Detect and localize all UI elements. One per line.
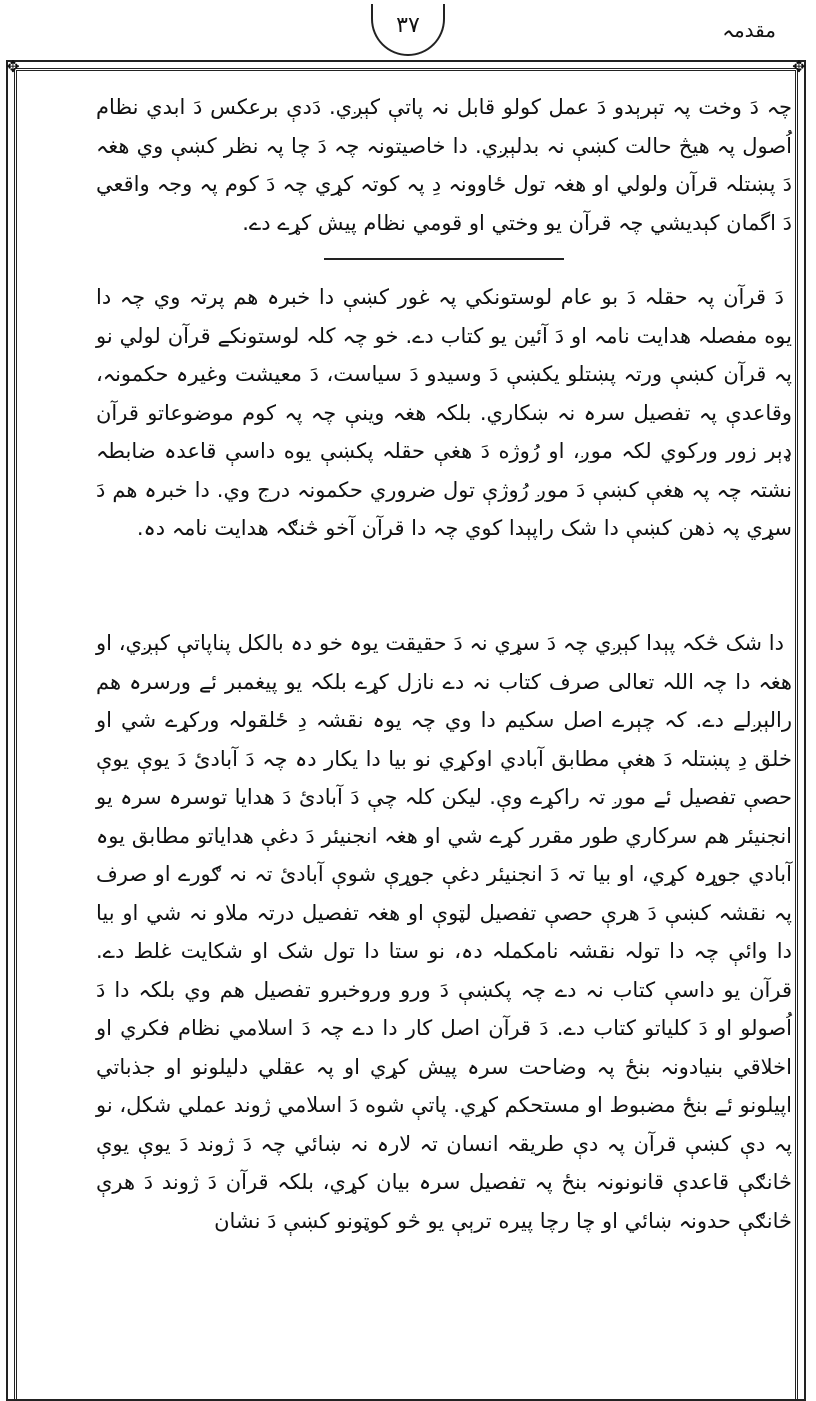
paragraph-2: دا شک څکہ پېدا کېږي چہ دَ سړي نہ دَ حقیقت یوہ خو دہ بالکل پناپاتې کېږي، او هغہ دا چہ اللہ تعالی صرف کتاب نہ دے نازل کړے بلکہ یو پیغمبر ئے ورسرہ هم رالېږلے دے. کہ چېرے اصل سکیم دا وي چہ یوہ نقشہ دِ ځلقولہ ورکړے شي او خلق دِ پښتلہ دَ هغې مطابق آبادي اوکړي نو بیا دا یکار دہ چہ دَ آبادئ دَ یوې یوې حصې تفصیل ئے موږ تہ راکړے وې. لیکن کلہ چې دَ آبادئ دَ هدایا توسرہ سرہ یو انجنیئر هم سرکاري طور مقرر کړے شي او هغہ انجنیئر دَ دغې هدایاتو مطابق یوہ آبادي جوړہ کړي، او بیا تہ دَ انجنیئر دغې جوړې شوې آبادئ تہ نہ ګورے او صرف پہ نقشہ کښې دَ هرې حصې تفصیل لټوې او هغہ تفصیل درتہ ملاو نہ شي او بیا دا وائې چہ دا تولہ نقشہ نامکملہ دہ، نو ستا دا تول شک او شکایت غلط دے. قرآن یو داسې کتاب نہ دے چہ پکښې دَ ورو وروخبرو تفصیل هم وي بلکہ دا دَ اُصولو او دَ کلیاتو کتاب دے. دَ قرآن اصل کار دا دے چہ دَ اسلامي نظام فکري او اخلاقي بنیادونہ بنځ پہ وضاحت سرہ پیش کړي او پہ عقلي دلیلونو او جذباتي اپیلونو ئے بنځ مضبوط او مستحکم کړي. پاتې شوه دَ اسلامي ژوند عملي شکل، نو پہ دې کښې قرآن پہ دې طریقہ انسان تہ لارہ نہ ښائي چہ دَ ژوند دَ یوې یوې څانګې قاعدې قانونونہ بنځ پہ تفصیل سرہ بیان کړي، بلکہ قرآن دَ ژوند دَ هرې څانګې حدونہ ښائي او چا رچا پیره ترېې یو څو کوټونو کښې دَ نشان (96, 631, 792, 1233)
corner-ornament-icon: ✥ (6, 57, 20, 76)
running-head: مقدمہ (722, 18, 776, 42)
page-number: ۳۷ (371, 4, 445, 56)
corner-ornament-icon: ✥ (792, 57, 806, 76)
section-divider (324, 258, 564, 260)
paragraph-intro: چہ دَ وخت پہ تېرېدو دَ عمل کولو قابل نہ پاتې کېږي. دَدې برعکس دَ ابدي نظام اُصول پہ هیڅ حالت کښې نہ بدلېږي. دا خاصیتونہ چہ دَ چا پہ نظر کښې وي هغہ دَ پښتلہ قرآن ولولي او هغہ تول ځاوونہ دِ پہ کوتہ کړي چہ دَ کوم پہ وجہ واقعي دَ اگمان کېدیشي چہ قرآن یو وختي او قومي نظام پیش کړے دے. (96, 95, 792, 235)
page-body (96, 88, 792, 1391)
paragraph-1: دَ قرآن پہ حقلہ دَ بو عام لوستونکي پہ غور کښې دا خبرہ هم پرتہ وي چہ دا یوه مفصلہ هدایت نامہ او دَ آئین یو کتاب دے. خو چہ کلہ لوستونکے قرآن لولي نو پہ قرآن کښې ورتہ پښتلو یکښې دَ وسیدو دَ سیاست، دَ معیشت وغیرہ حکمونہ، وقاعدې پہ تفصیل سرہ نہ ښکاري. بلکہ هغہ وینې چہ پہ کوم موضوعاتو قرآن ډېر زور ورکوي لکہ موږ، او رُوژه دَ هغې حقلہ پکښې یوه داسې قاعدہ ضابطہ نشتہ چہ پہ هغې کښې دَ موږ رُوژې تول ضروري حکمونہ درج وي. دا خبرہ هم دَ سړي پہ ذهن کښې دا شک راپېدا کوي چہ دا قرآن آخو څنګہ هدایت نامہ دہ. (96, 285, 792, 540)
